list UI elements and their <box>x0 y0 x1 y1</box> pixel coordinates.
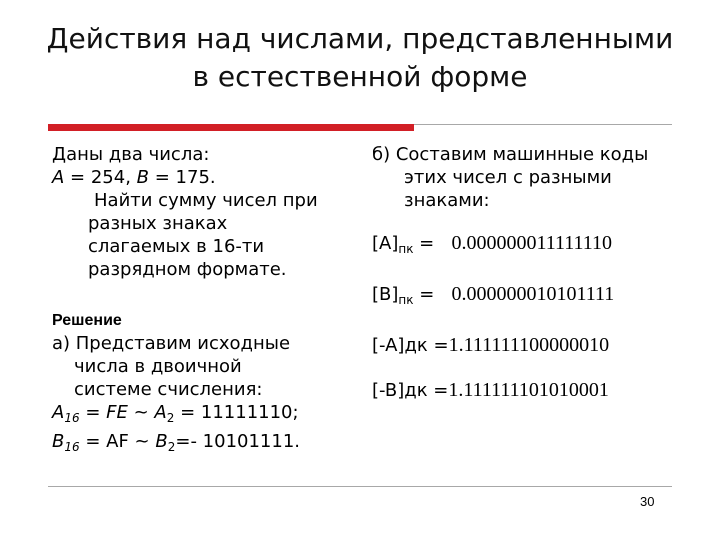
code-sub: пк <box>398 293 414 307</box>
code-eq: = <box>413 284 435 305</box>
code-complement-a <box>372 334 692 357</box>
a16-sub: 16 <box>64 411 80 425</box>
code-sub: пк <box>398 242 414 256</box>
code-label: [A] <box>372 233 399 254</box>
slide-title <box>40 20 680 96</box>
step-a-line: системе счисления: <box>74 379 263 400</box>
b16-sub: 16 <box>64 440 80 454</box>
title-underline-accent <box>48 124 414 131</box>
b16-var: B <box>52 431 65 452</box>
code-value: 0.000000010101111 <box>451 283 615 305</box>
footer-rule <box>48 486 672 487</box>
title-line-2: в естественной форме <box>192 60 528 93</box>
a2-var: A <box>154 402 167 423</box>
step-b-line: этих чисел с разными <box>404 167 612 188</box>
a2-value: = 11111110; <box>174 402 299 423</box>
title-line-1: Действия над числами, представленными <box>46 22 674 55</box>
step-b-line: б) Составим машинные коды <box>372 144 649 165</box>
a-value: = 254, <box>64 167 137 188</box>
a16-var: A <box>52 402 65 423</box>
code-direct-a <box>372 232 692 261</box>
spacer <box>52 281 352 301</box>
code-value: 0.000000011111110 <box>451 232 612 254</box>
task-line: разрядном формате. <box>88 259 287 280</box>
solution-heading: Решение <box>52 312 122 329</box>
code-label: [-A]дк = <box>372 335 449 356</box>
given-text: Даны два числа: <box>52 144 210 165</box>
step-b-line: знаками: <box>404 190 490 211</box>
code-complement-b <box>372 379 692 402</box>
task-line: Найти сумму чисел при <box>94 190 318 211</box>
values-line <box>52 166 352 189</box>
code-value: 1.111111101010001 <box>448 379 609 401</box>
code-value: 1.111111100000010 <box>448 334 610 356</box>
task-line: слагаемых в 16-ти <box>88 236 265 257</box>
a-conversion <box>52 401 352 430</box>
code-label: [B] <box>372 284 399 305</box>
a2-sub: 2 <box>166 411 175 425</box>
b-conversion <box>52 430 352 459</box>
task-line: разных знаках <box>88 213 228 234</box>
right-column <box>372 143 692 402</box>
b2-value: =- 10101111. <box>175 431 300 452</box>
title-underline-rule <box>414 124 672 125</box>
b2-var: B <box>155 431 168 452</box>
code-label: [-B]дк = <box>372 380 449 401</box>
b2-sub: 2 <box>167 440 176 454</box>
var-a: A <box>52 167 65 188</box>
var-b: B <box>136 167 150 188</box>
b16-hex: = AF ~ <box>79 431 156 452</box>
page-number: 30 <box>640 494 655 509</box>
code-eq: = <box>413 233 435 254</box>
left-column <box>52 143 352 459</box>
b-value: = 175. <box>149 167 216 188</box>
step-a-line: а) Представим исходные <box>52 333 291 354</box>
step-a-line: числа в двоичной <box>74 356 242 377</box>
a16-hex: = FE ~ <box>79 402 155 423</box>
code-direct-b <box>372 283 692 312</box>
